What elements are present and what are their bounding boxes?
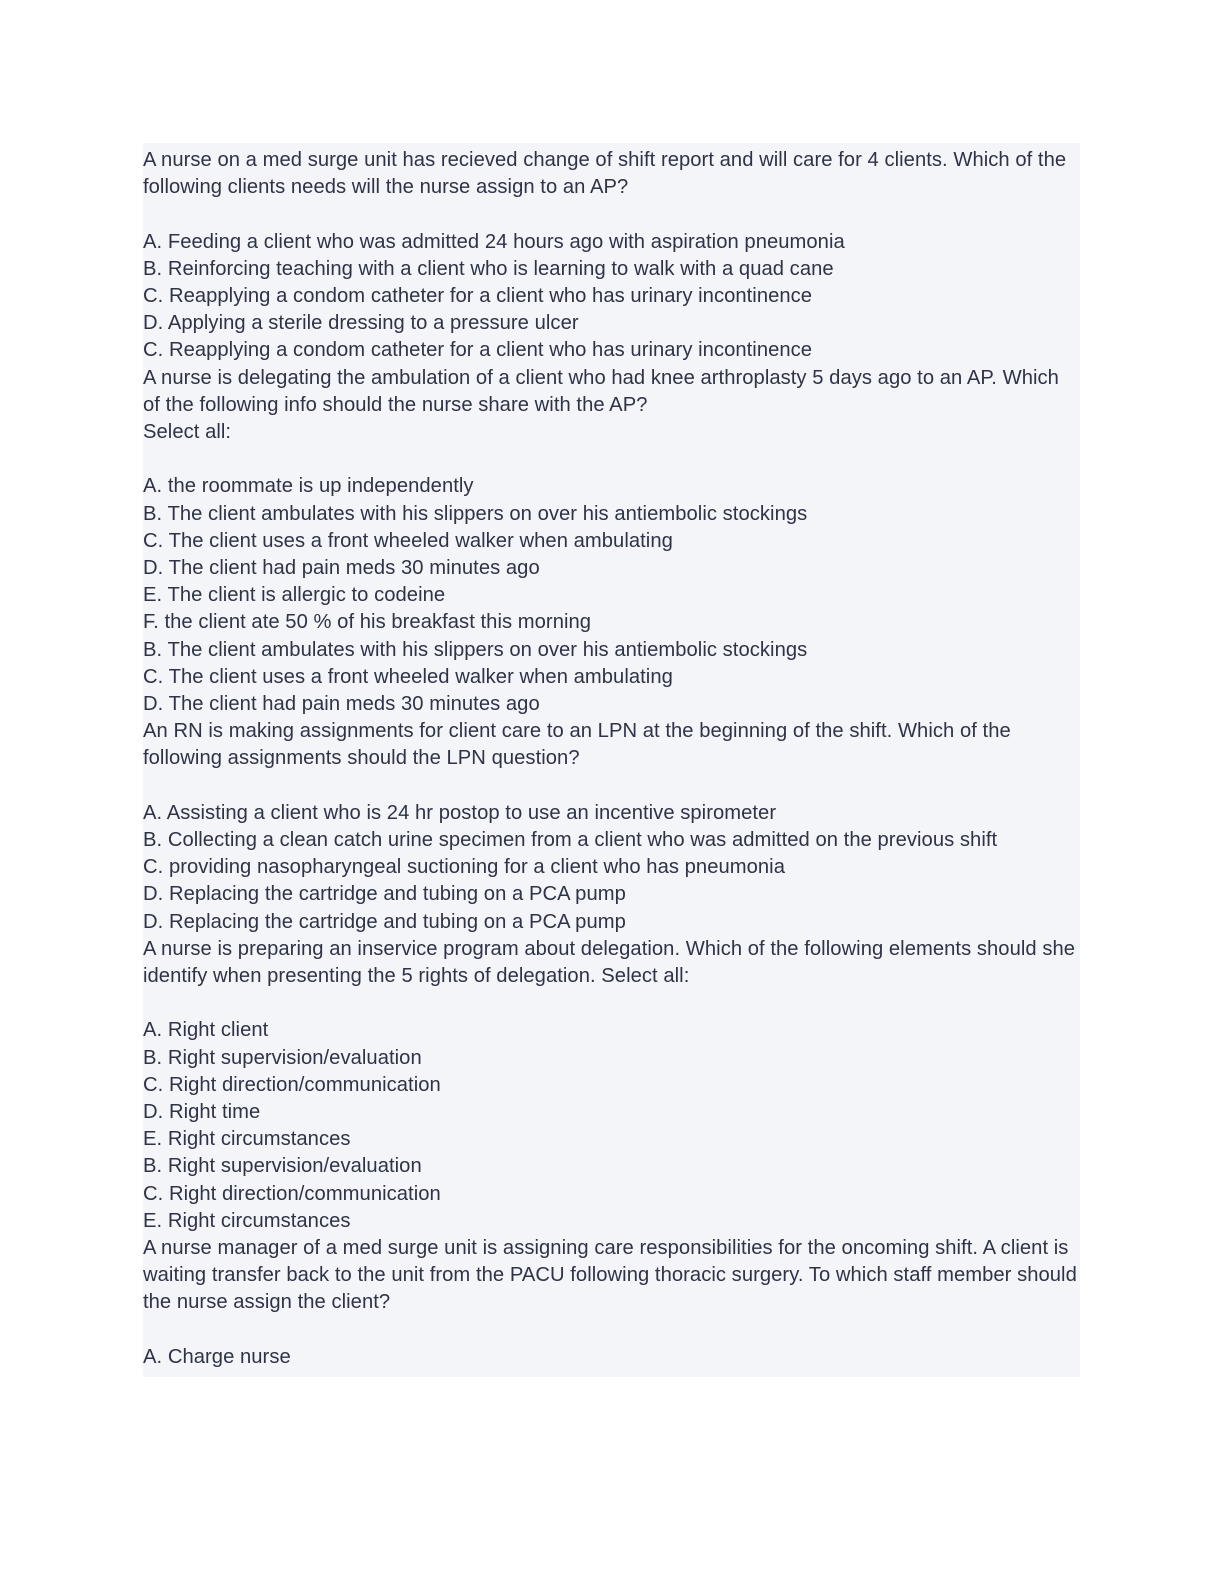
text-line: A nurse is delegating the ambulation of a client who had knee arthroplasty 5 days ago to an AP. Which of the following info should the nurse share with the AP? [143, 366, 1065, 416]
text-line: B. The client ambulates with his slippers on over his antiembolic stockings [143, 638, 808, 661]
text-line: C. Reapplying a condom catheter for a client who has urinary incontinence [143, 339, 813, 362]
text-line: E. Right circumstances [143, 1209, 351, 1232]
text-line: D. The client had pain meds 30 minutes ago [143, 557, 540, 580]
text-line: A. Assisting a client who is 24 hr postop to use an incentive spirometer [143, 801, 777, 824]
text-line: A nurse on a med surge unit has recieved change of shift report and will care for 4 clients. Which of the following clients needs will the nurse assign to an AP? [143, 149, 1072, 199]
blank-line [143, 446, 1080, 473]
text-line: F. the client ate 50 % of his breakfast this morning [143, 611, 592, 634]
text-line: A nurse is preparing an inservice program about delegation. Which of the following elements should she identify when presenting the 5 rights of delegation. Select all: [143, 937, 1081, 988]
text-line: D. Replacing the cartridge and tubing on a PCA pump [143, 910, 626, 933]
text-line: E. The client is allergic to codeine [143, 584, 446, 607]
text-line: C. Reapplying a condom catheter for a client who has urinary incontinence [143, 285, 813, 307]
highlighted-text-block [143, 143, 1083, 1377]
text-line: An RN is making assignments for client care to an LPN at the beginning of the shift. Which of the following assignments should the LPN question? [143, 720, 1017, 770]
blank-line [143, 201, 1080, 228]
blank-line [143, 773, 1080, 800]
text-line: B. The client ambulates with his slippers on over his antiembolic stockings [143, 502, 808, 525]
text-line: B. Right supervision/evaluation [143, 1046, 422, 1069]
text-line: Select all: [143, 421, 232, 444]
text-line: C. The client uses a front wheeled walker when ambulating [143, 665, 673, 688]
text-line: D. The client had pain meds 30 minutes ago [143, 693, 540, 716]
text-line: A nurse manager of a med surge unit is assigning care responsibilities for the oncoming shift. A client is waiting transfer back to the unit from the PACU following thoracic surgery. To which staff member should the nurse assign the client? [143, 1237, 1083, 1314]
text-line: A. the roommate is up independently [143, 475, 474, 498]
blank-line [143, 990, 1080, 1017]
text-line: D. Right time [143, 1101, 261, 1124]
text-line: A. Right client [143, 1019, 269, 1042]
text-line: C. The client uses a front wheeled walker when ambulating [143, 529, 673, 552]
text-line: C. Right direction/communication [143, 1182, 441, 1205]
text-line: B. Reinforcing teaching with a client who is learning to walk with a quad cane [143, 257, 834, 280]
text-line: C. Right direction/communication [143, 1073, 441, 1096]
text-line: E. Right circumstances [143, 1128, 351, 1151]
text-line: B. Right supervision/evaluation [143, 1155, 422, 1178]
text-line: D. Applying a sterile dressing to a pressure ulcer [143, 312, 579, 335]
text-line: C. providing nasopharyngeal suctioning for a client who has pneumonia [143, 856, 785, 879]
text-line: A. Feeding a client who was admitted 24 hours ago with aspiration pneumonia [143, 230, 845, 253]
text-line: D. Replacing the cartridge and tubing on a PCA pump [143, 883, 626, 906]
text-line: B. Collecting a clean catch urine specimen from a client who was admitted on the previous shift [143, 829, 998, 852]
blank-line [143, 1317, 1080, 1344]
text-line: A. Charge nurse [143, 1345, 291, 1368]
